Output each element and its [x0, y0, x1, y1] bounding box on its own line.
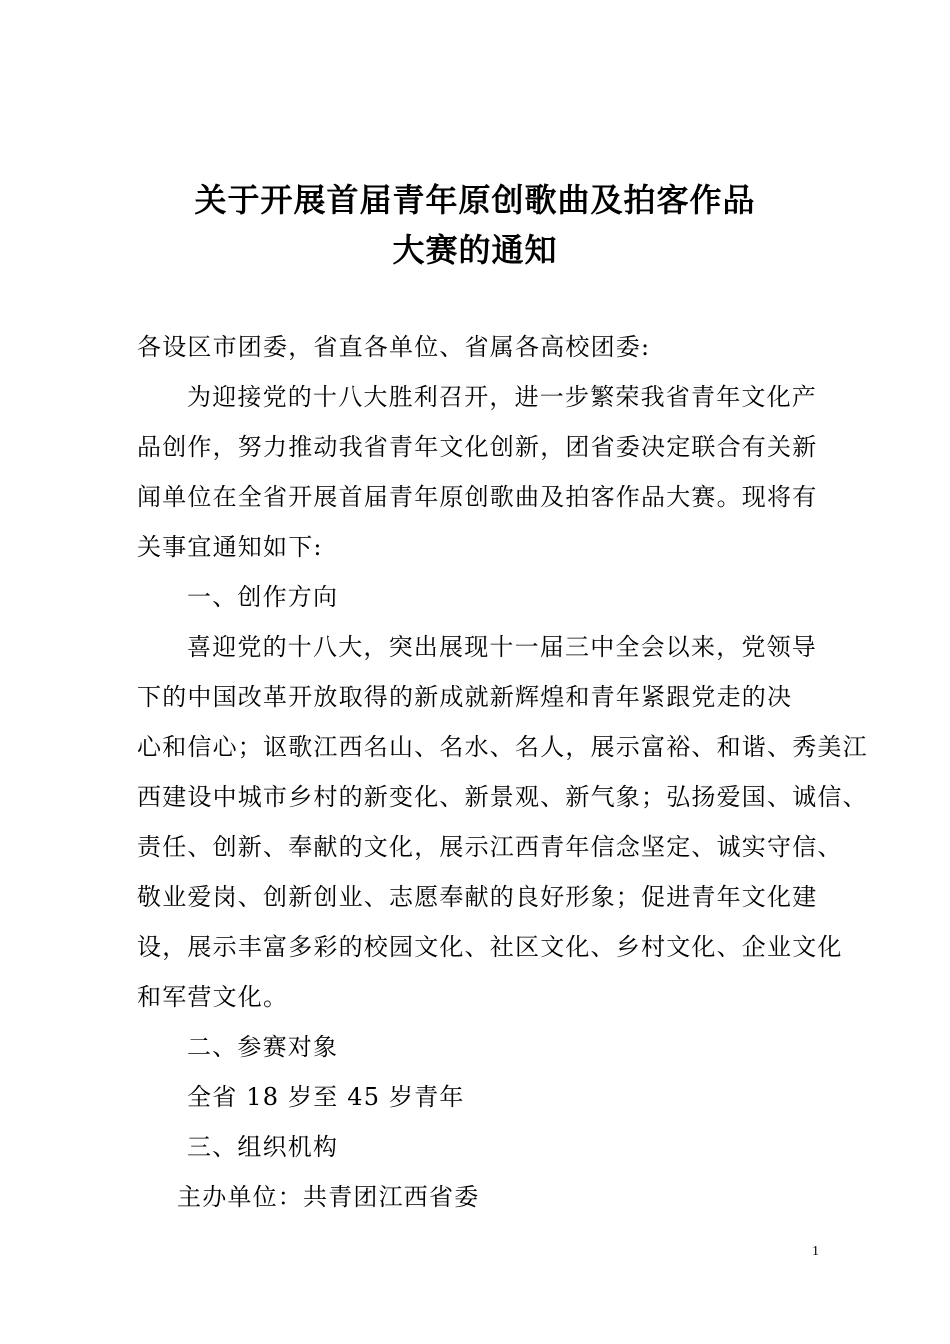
section1-paragraph-line: 设，展示丰富多彩的校园文化、社区文化、乡村文化、企业文化 — [137, 933, 843, 961]
intro-paragraph-line: 关事宜通知如下: — [137, 533, 323, 561]
section1-paragraph-line: 和军营文化。 — [137, 983, 289, 1011]
section1-paragraph-line: 责任、创新、奉献的文化，展示江西青年信念坚定、诚实守信、 — [137, 833, 843, 861]
section-heading-creation-direction: 一、创作方向 — [187, 583, 339, 611]
organizer-line: 主办单位：共青团江西省委 — [177, 1183, 480, 1211]
section1-paragraph-line: 喜迎党的十八大，突出展现十一届三中全会以来，党领导 — [187, 633, 817, 661]
intro-paragraph-line: 品创作，努力推动我省青年文化创新，团省委决定联合有关新 — [137, 433, 818, 461]
intro-paragraph-line: 闻单位在全省开展首届青年原创歌曲及拍客作品大赛。现将有 — [137, 483, 818, 511]
section1-paragraph-line: 敬业爱岗、创新创业、志愿奉献的良好形象；促进青年文化建 — [137, 883, 818, 911]
document-title-line-2: 大赛的通知 — [392, 231, 558, 269]
participants-text: 全省 18 岁至 45 岁青年 — [187, 1083, 465, 1111]
section1-paragraph-line: 下的中国改革开放取得的新成就新辉煌和青年紧跟党走的决 — [137, 683, 793, 711]
salutation: 各设区市团委，省直各单位、省属各高校团委: — [137, 333, 651, 361]
intro-paragraph-line: 为迎接党的十八大胜利召开，进一步繁荣我省青年文化产 — [187, 383, 817, 411]
document-title-line-1: 关于开展首届青年原创歌曲及拍客作品 — [194, 181, 756, 219]
section-heading-organization: 三、组织机构 — [187, 1133, 339, 1161]
section1-paragraph-line: 心和信心；讴歌江西名山、名水、名人，展示富裕、和谐、秀美江 — [137, 733, 868, 761]
page-number: 1 — [812, 1244, 819, 1259]
section-heading-participants: 二、参赛对象 — [187, 1033, 339, 1061]
section1-paragraph-line: 西建设中城市乡村的新变化、新景观、新气象；弘扬爱国、诚信、 — [137, 783, 868, 811]
